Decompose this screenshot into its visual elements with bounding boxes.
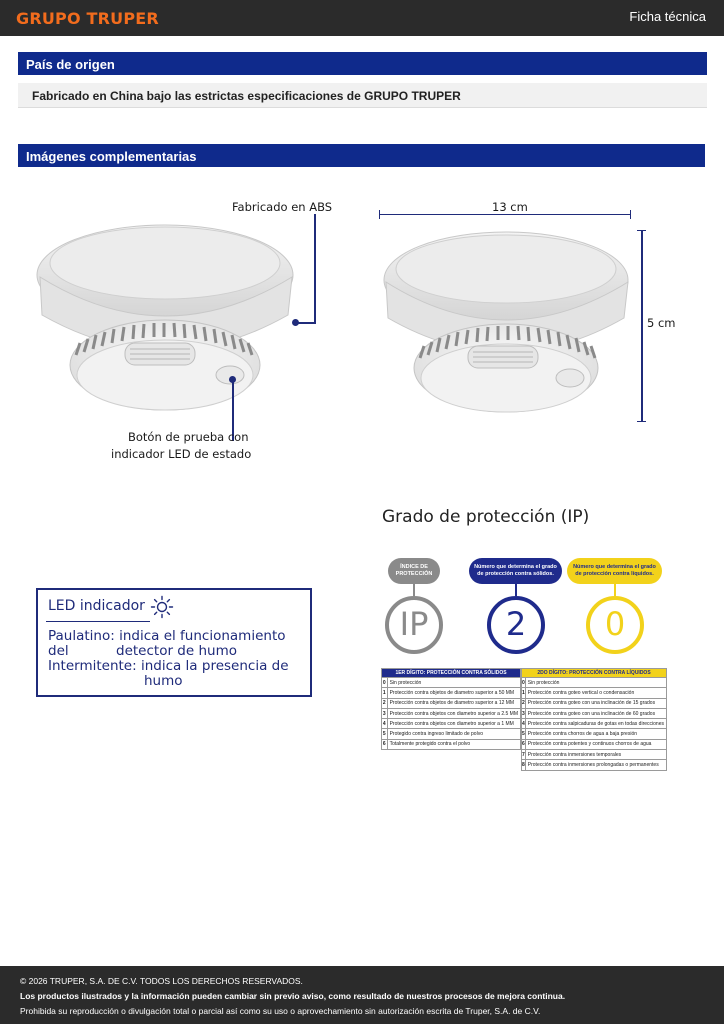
height-dimension-label: 5 cm — [647, 316, 676, 330]
liquids-pill — [567, 558, 662, 584]
liquids-row — [522, 698, 667, 708]
liquids-table-header: 2DO DÍGITO: PROTECCIÓN CONTRA LÍQUIDOS — [522, 669, 667, 678]
paulatino-key: Paulatino: — [48, 628, 115, 644]
led-indicator-box — [36, 588, 312, 697]
liquids-row-text: Protección contra chorros de agua a baja presión — [525, 729, 666, 739]
liquids-row-text: Protección contra inmersiones prolongadas o permanentes — [525, 760, 666, 770]
liquids-row — [522, 708, 667, 718]
liquids-row-text: Protección contra goteo con una inclinación de 60 grados — [525, 708, 666, 718]
footer-legal: Prohibida su reproducción o divulgación total o parcial así como su uso o aprovechamiento sin autorización escrita de Truper, S.A. de C.V. — [20, 1006, 541, 1016]
width-tick-left — [379, 210, 380, 219]
liquids-row-number: 5 — [522, 729, 526, 739]
solids-row-text: Protección contra objetos con diametro superior a 2.5 MM — [387, 708, 520, 718]
liquids-row — [522, 739, 667, 749]
solids-row-text: Protección contra objetos con diametro superior a 1 MM — [387, 719, 520, 729]
truper-logo[interactable]: GRUPO TRUPER — [16, 9, 159, 28]
solids-connector — [515, 584, 517, 596]
intermitente-text-2: humo — [144, 673, 183, 689]
solids-row-text: Protección contra objetos de diametro superior a 50 MM — [387, 688, 520, 698]
liquids-digit-ring: 0 — [586, 596, 644, 654]
test-button-label-2: indicador LED de estado — [111, 447, 252, 461]
solids-row-number: 2 — [382, 698, 388, 708]
solids-row-text: Totalmente protegido contra el polvo — [387, 739, 520, 749]
liquids-row-number: 4 — [522, 719, 526, 729]
solids-table — [381, 668, 521, 750]
material-callout-line-h — [296, 322, 316, 324]
liquids-row-text: Protección contra goteo con una inclinación de 15 grados — [525, 698, 666, 708]
solids-row-number: 1 — [382, 688, 388, 698]
solids-pill-line2: de protección contra sólidos. — [477, 571, 554, 577]
height-tick-top — [637, 230, 646, 231]
led-light-icon — [150, 595, 174, 619]
solids-row-number: 0 — [382, 678, 388, 688]
liquids-row — [522, 688, 667, 698]
liquids-connector — [614, 584, 616, 596]
intermitente-key: Intermitente: — [48, 658, 137, 674]
ip-index-pill-line1: ÍNDICE DE — [400, 564, 428, 570]
document-type: Ficha técnica — [629, 9, 706, 24]
liquids-row — [522, 719, 667, 729]
material-callout-dot — [292, 319, 299, 326]
liquids-row-text: Protección contra salpicaduras de gotas en todas direcciones — [525, 719, 666, 729]
paulatino-text-2: detector de humo — [116, 643, 237, 659]
ip-connector — [413, 584, 415, 596]
footer — [0, 966, 724, 1024]
solids-row — [382, 729, 521, 739]
liquids-row-number: 6 — [522, 739, 526, 749]
solids-row-text: Protección contra objetos de diametro superior a 12 MM — [387, 698, 520, 708]
header-bar — [0, 0, 724, 36]
solids-table-header: 1ER DÍGITO: PROTECCIÓN CONTRA SÓLIDOS — [382, 669, 521, 678]
solids-row — [382, 698, 521, 708]
solids-row-number: 3 — [382, 708, 388, 718]
material-callout-line — [314, 214, 316, 324]
origin-section-title: País de origen — [18, 52, 707, 75]
footer-notice: Los productos ilustrados y la información pueden cambiar sin previo aviso, como resultado de nuestros procesos de mejora continua. — [20, 991, 566, 1001]
liquids-row-text: Protección contra inmersiones temporales — [525, 750, 666, 760]
led-intermitente-line — [48, 659, 289, 674]
solids-pill — [469, 558, 562, 584]
solids-row-number: 5 — [382, 729, 388, 739]
liquids-row-number: 2 — [522, 698, 526, 708]
height-dimension-line — [641, 230, 643, 422]
liquids-row-number: 3 — [522, 708, 526, 718]
images-section-title: Imágenes complementarias — [18, 144, 705, 167]
material-label: Fabricado en ABS — [232, 200, 333, 214]
solids-pill-line1: Número que determina el grado — [474, 564, 557, 570]
width-dimension-line — [380, 214, 631, 215]
solids-row-number: 4 — [382, 719, 388, 729]
solids-row — [382, 678, 521, 688]
ip-index-pill-line2: PROTECCIÓN — [395, 571, 433, 577]
ip-ring: IP — [385, 596, 443, 654]
ip-index-pill — [388, 558, 440, 584]
liquids-pill-line2: de protección contra líquidos. — [575, 571, 654, 577]
button-callout-dot — [229, 376, 236, 383]
liquids-pill-line1: Número que determina el grado — [573, 564, 656, 570]
solids-row-text: Protegido contra ingreso limitado de polvo — [387, 729, 520, 739]
liquids-row — [522, 750, 667, 760]
solids-row — [382, 688, 521, 698]
solids-digit-ring: 2 — [487, 596, 545, 654]
solids-row — [382, 739, 521, 749]
solids-row — [382, 719, 521, 729]
origin-text: Fabricado en China bajo las estrictas especificaciones de GRUPO TRUPER — [18, 83, 707, 108]
solids-row-text: Sin protección — [387, 678, 520, 688]
liquids-table — [521, 668, 667, 771]
width-dimension-label: 13 cm — [492, 200, 528, 214]
liquids-row — [522, 760, 667, 770]
liquids-row-text: Protección contra goteo vertical o condensación — [525, 688, 666, 698]
led-title-underline — [46, 621, 150, 622]
liquids-row-text: Protección contra potentes y continuos chorros de agua — [525, 739, 666, 749]
test-button-label-1: Botón de prueba con — [128, 430, 249, 444]
liquids-row-number: 0 — [522, 678, 526, 688]
liquids-row-number: 8 — [522, 760, 526, 770]
liquids-row-text: Sin protección — [525, 678, 666, 688]
width-tick-right — [630, 210, 631, 219]
solids-row-number: 6 — [382, 739, 388, 749]
smoke-detector-image-left — [30, 215, 305, 420]
liquids-row — [522, 678, 667, 688]
smoke-detector-image-right — [378, 222, 638, 422]
intermitente-text: indica la presencia de — [136, 658, 289, 674]
ip-title: Grado de protección (IP) — [382, 507, 590, 527]
height-tick-bottom — [637, 421, 646, 422]
paulatino-text: indica el funcionamiento del — [48, 628, 286, 659]
liquids-row-number: 1 — [522, 688, 526, 698]
solids-row — [382, 708, 521, 718]
footer-copyright: © 2026 TRUPER, S.A. DE C.V. TODOS LOS DERECHOS RESERVADOS. — [20, 976, 303, 986]
led-title: LED indicador — [48, 598, 145, 614]
liquids-row — [522, 729, 667, 739]
liquids-row-number: 7 — [522, 750, 526, 760]
